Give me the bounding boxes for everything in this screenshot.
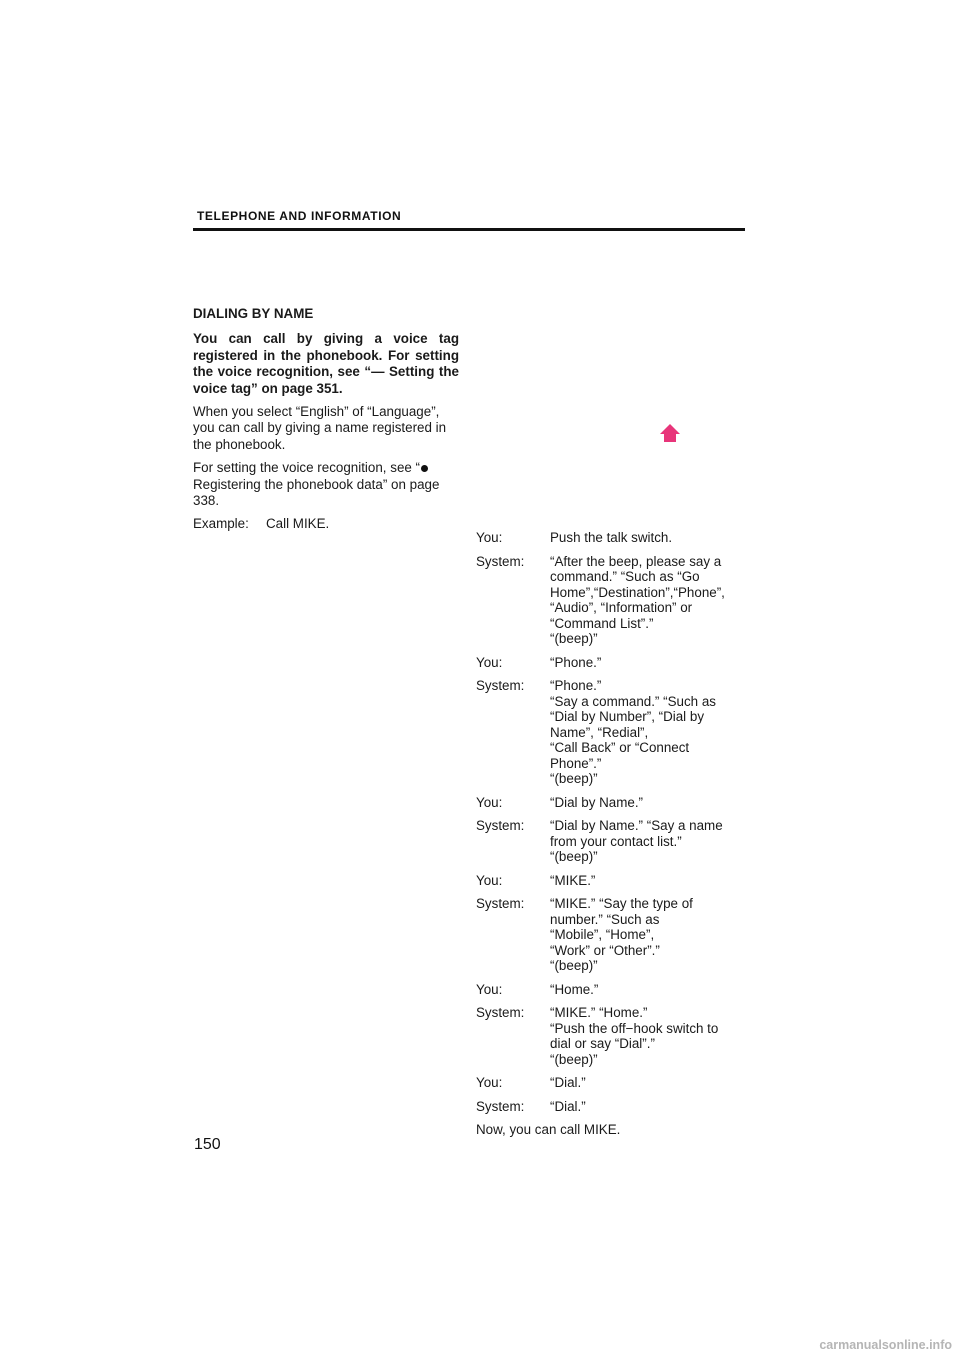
intro-paragraph: You can call by giving a voice tag registered in the phonebook. For setting the voice recognition, see “— Setting the voice tag” on page 351. — [193, 331, 459, 396]
dialog-utterance — [550, 655, 751, 671]
dialog-speaker: System: — [476, 896, 525, 911]
example-text: Call MIKE. — [266, 516, 330, 532]
dialog-line: “Call Back” or “Connect — [550, 740, 690, 755]
dialog-line: “Mobile”, “Home”, — [550, 927, 655, 942]
dialog-utterance — [550, 678, 751, 787]
dialog-line: Name”, “Redial”, — [550, 724, 649, 740]
dialog-line: “Dial by Number”, “Dial by — [550, 709, 705, 724]
registration-text-start: For setting the voice recognition, see “ — [193, 460, 421, 476]
dialog-turn — [476, 554, 751, 647]
bullet-dot-icon — [421, 465, 428, 472]
dialog-speaker: System: — [476, 1098, 525, 1114]
example-label: Example: — [193, 516, 249, 532]
dialog-line: “Home.” — [550, 981, 599, 997]
dialog-turn — [476, 655, 751, 671]
dialog-line: “(beep)” — [550, 631, 598, 646]
dialog-line: “Dial by Name.” — [550, 794, 644, 810]
dialog-line: “MIKE.” “Say the type of — [550, 896, 693, 911]
dialog-turn — [476, 896, 751, 974]
dialog-utterance — [550, 982, 751, 998]
dialog-turn — [476, 982, 751, 998]
watermark: carmanualsonline.info — [819, 1338, 952, 1352]
dialog-speaker: System: — [476, 553, 525, 569]
registration-paragraph — [193, 460, 459, 509]
left-column — [193, 306, 459, 533]
dialog-line: Phone”.” — [550, 755, 602, 771]
dialog-line: “Dial.” — [550, 1075, 586, 1090]
dialog-line: from your contact list.” — [550, 833, 682, 849]
dialog-turn — [476, 795, 751, 811]
dialog-utterance — [550, 818, 751, 865]
dialog-utterance — [550, 554, 751, 647]
dialog-line: “Phone.” — [550, 654, 602, 670]
dialog-speaker: System: — [476, 1005, 525, 1020]
dialog-utterance — [550, 1005, 751, 1067]
conclusion-line: Now, you can call MIKE. — [476, 1122, 621, 1137]
dialog-speaker: You: — [476, 794, 503, 810]
dialog-line: “Command List”.” — [550, 615, 654, 631]
dialog-utterance — [550, 530, 751, 546]
dialog-line: “Dial by Name.” “Say a name — [550, 818, 723, 833]
voice-dialog — [476, 530, 751, 1138]
dialog-turn — [476, 1099, 751, 1115]
dialog-line: dial or say “Dial”.” — [550, 1036, 655, 1051]
dialog-line: “(beep)” — [550, 1051, 598, 1067]
page-number: 150 — [194, 1136, 221, 1153]
dialog-utterance — [550, 795, 751, 811]
dialog-utterance — [550, 873, 751, 889]
section-header-title: TELEPHONE AND INFORMATION — [197, 209, 402, 223]
dialog-utterance — [550, 1075, 751, 1091]
dialog-line: “After the beep, please say a — [550, 553, 722, 569]
dialog-line: number.” “Such as — [550, 911, 660, 927]
house-icon — [659, 423, 681, 443]
dialog-turn — [476, 818, 751, 865]
dialog-speaker: You: — [476, 1075, 503, 1090]
dialog-line: “Say a command.” “Such as — [550, 693, 716, 709]
dialog-line: “MIKE.” — [550, 872, 596, 888]
dialog-line: “(beep)” — [550, 849, 598, 864]
dialog-line: “MIKE.” “Home.” — [550, 1005, 648, 1020]
dialog-line: “(beep)” — [550, 771, 598, 786]
registration-text-end: Registering the phonebook data” on page 338. — [193, 476, 440, 509]
dialog-speaker: You: — [476, 872, 503, 888]
dialog-line: “Audio”, “Information” or — [550, 600, 693, 615]
dialog-line: command.” “Such as “Go — [550, 569, 700, 584]
dialog-speaker: System: — [476, 678, 525, 693]
dialog-turn — [476, 1005, 751, 1067]
dialog-turn — [476, 678, 751, 787]
header-rule — [193, 228, 745, 231]
dialog-line: “Work” or “Other”.” — [550, 942, 660, 958]
dialog-speaker: System: — [476, 818, 525, 833]
dialog-utterance — [550, 1099, 751, 1115]
dialog-turn — [476, 530, 751, 546]
section-heading: DIALING BY NAME — [193, 306, 314, 321]
language-paragraph: When you select “English” of “Language”, you can call by giving a name registered in the phonebook. — [193, 404, 447, 452]
dialog-speaker: You: — [476, 530, 503, 545]
dialog-speaker: You: — [476, 654, 503, 670]
dialog-line: Home”,“Destination”,“Phone”, — [550, 584, 725, 600]
dialog-turn — [476, 1075, 751, 1091]
dialog-utterance — [550, 896, 751, 974]
dialog-line: “(beep)” — [550, 958, 598, 973]
dialog-line: “Phone.” — [550, 678, 602, 693]
dialog-line: Push the talk switch. — [550, 530, 673, 545]
dialog-speaker: You: — [476, 981, 503, 997]
example-line — [193, 516, 459, 532]
dialog-line: “Push the off−hook switch to — [550, 1020, 719, 1036]
dialog-turn — [476, 873, 751, 889]
dialog-line: “Dial.” — [550, 1098, 586, 1114]
